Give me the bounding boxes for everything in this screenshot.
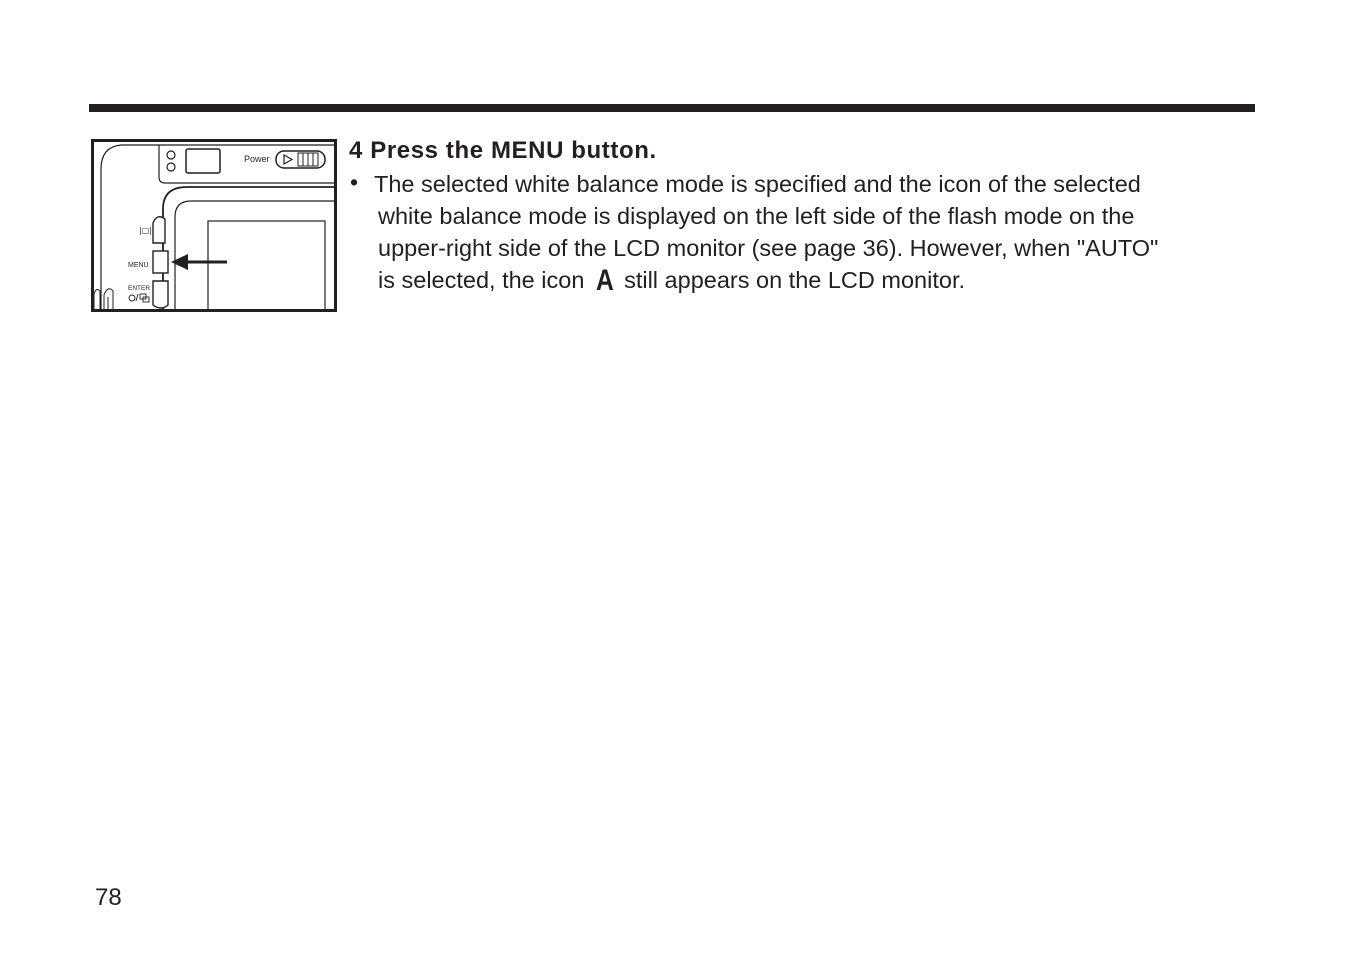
page-number: 78 bbox=[95, 884, 122, 911]
bullet-line-2: white balance mode is displayed on the left side of the flash mode on the bbox=[378, 203, 1135, 229]
menu-button-label: MENU bbox=[128, 262, 149, 269]
bullet-mark: • bbox=[350, 169, 359, 195]
auto-white-balance-icon: A bbox=[596, 264, 615, 297]
display-button-label: |▢| bbox=[139, 226, 152, 235]
bullet-line-1: The selected white balance mode is specified and the icon of the selected bbox=[374, 171, 1141, 197]
bullet-line-4-after: still appears on the LCD monitor. bbox=[624, 267, 966, 293]
power-label: Power bbox=[244, 154, 270, 164]
bullet-line-4-before: is selected, the icon bbox=[378, 267, 585, 293]
enter-button-label: ENTER bbox=[128, 285, 151, 292]
header-rule bbox=[89, 104, 1255, 112]
bullet-line-4 bbox=[378, 266, 965, 295]
bullet-line-3: upper-right side of the LCD monitor (see page 36). However, when "AUTO" bbox=[378, 235, 1159, 261]
step-heading: 4 Press the MENU button. bbox=[349, 137, 657, 164]
camera-back-illustration bbox=[91, 139, 337, 312]
